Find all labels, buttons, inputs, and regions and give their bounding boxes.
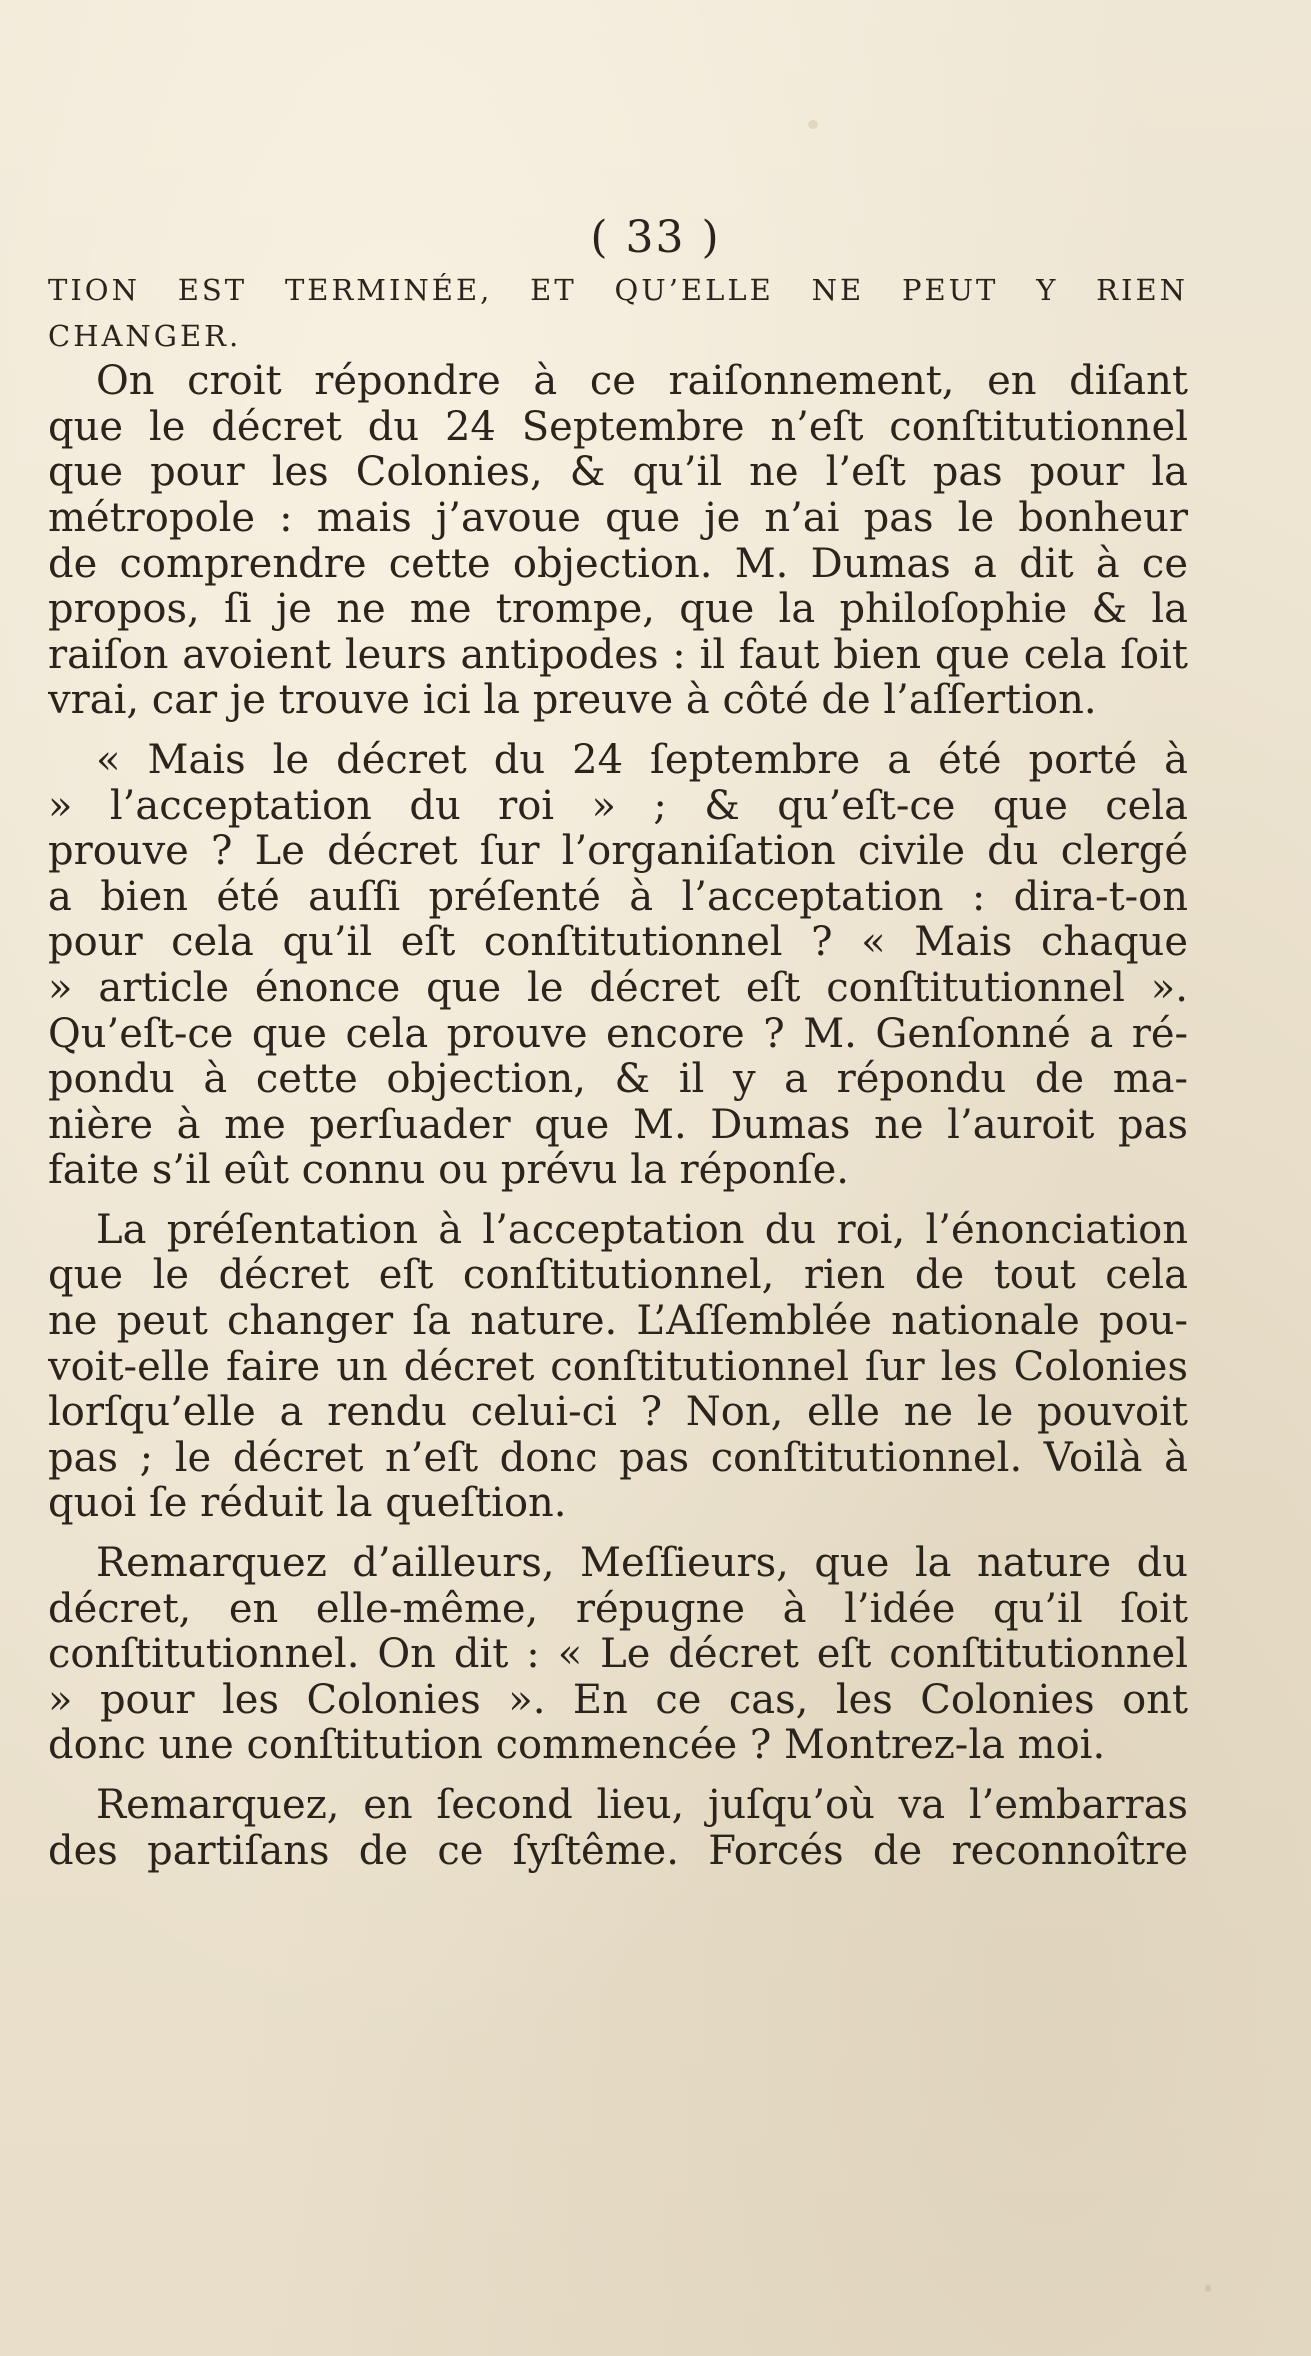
paper-stain <box>1205 2285 1211 2292</box>
text-line: propos, ſi je ne me trompe, que la philoſophie & la <box>48 587 1188 633</box>
text-line: » article énonce que le décret eſt conſtitutionnel ». <box>48 965 1188 1011</box>
text-line: On croit répondre à ce raiſonnement, en diſant <box>96 359 1188 405</box>
text-line: des partiſans de ce ſyſtême. Forcés de reconnoître <box>48 1828 1188 1874</box>
text-line: quoi ſe réduit la queſtion. <box>48 1481 567 1527</box>
text-line: décret, en elle-même, répugne à l’idée qu’il ſoit <box>48 1586 1188 1632</box>
text-line: Remarquez, en ſecond lieu, juſqu’où va l’embarras <box>96 1783 1188 1828</box>
text-line: » pour les Colonies ». En ce cas, les Colonies ont <box>48 1677 1188 1723</box>
text-line: La préſentation à l’acceptation du roi, l’énonciation <box>96 1207 1188 1253</box>
text-line: pour cela qu’il eſt conſtitutionnel ? « Mais chaque <box>48 920 1188 966</box>
text-line: métropole : mais j’avoue que je n’ai pas le bonheur <box>48 495 1188 541</box>
text-line: que le décret eſt conſtitutionnel, rien de tout cela <box>48 1253 1188 1299</box>
text-line: que pour les Colonies, & qu’il ne l’eſt pas pour la <box>48 450 1188 496</box>
text-line: faite s’il eût connu ou prévu la réponſe. <box>48 1148 849 1194</box>
text-line: CHANGER. <box>48 318 242 353</box>
text-line: voit-elle faire un décret conſtitutionnel ſur les Colonies <box>48 1344 1188 1390</box>
text-line: lorſqu’elle a rendu celui-ci ? Non, elle ne le pouvoit <box>48 1390 1188 1436</box>
text-line: TION EST TERMINÉE, ET QU’ELLE NE PEUT Y RIEN <box>48 273 1188 307</box>
text-line: raiſon avoient leurs antipodes : il faut bien que cela ſoit <box>48 632 1188 678</box>
text-line: prouve ? Le décret ſur l’organiſation civile du clergé <box>48 829 1188 875</box>
text-line: que le décret du 24 Septembre n’eſt conſtitutionnel <box>48 404 1188 450</box>
text-line: a bien été auſſi préſenté à l’acceptation : dira-t-on <box>48 874 1188 920</box>
page-number: ( 33 ) <box>590 212 721 263</box>
text-line: pondu à cette objection, & il y a répondu de ma- <box>48 1057 1188 1103</box>
text-line: de comprendre cette objection. M. Dumas a dit à ce <box>48 541 1188 587</box>
text-line: » l’acceptation du roi » ; & qu’eſt-ce que cela <box>48 783 1188 829</box>
text-line: « Mais le décret du 24 ſeptembre a été porté à <box>96 737 1188 783</box>
body-text <box>48 268 1188 1874</box>
text-line: Qu’eſt-ce que cela prouve encore ? M. Genſonné a ré- <box>48 1011 1188 1057</box>
text-line: pas ; le décret n’eſt donc pas conſtitutionnel. Voilà à <box>48 1435 1188 1481</box>
text-line: donc une conſtitution commencée ? Montrez-la moi. <box>48 1723 1106 1769</box>
text-line: vrai, car je trouve ici la preuve à côté de l’aſſertion. <box>48 678 1097 724</box>
text-line: nière à me perſuader que M. Dumas ne l’auroit pas <box>48 1102 1188 1148</box>
text-line: Remarquez d’ailleurs, Meſſieurs, que la nature du <box>96 1541 1188 1587</box>
paper-stain <box>808 120 818 129</box>
text-line: ne peut changer ſa nature. L’Aſſemblée nationale pou- <box>48 1299 1188 1345</box>
text-line: conſtitutionnel. On dit : « Le décret eſt conſtitutionnel <box>48 1632 1188 1678</box>
